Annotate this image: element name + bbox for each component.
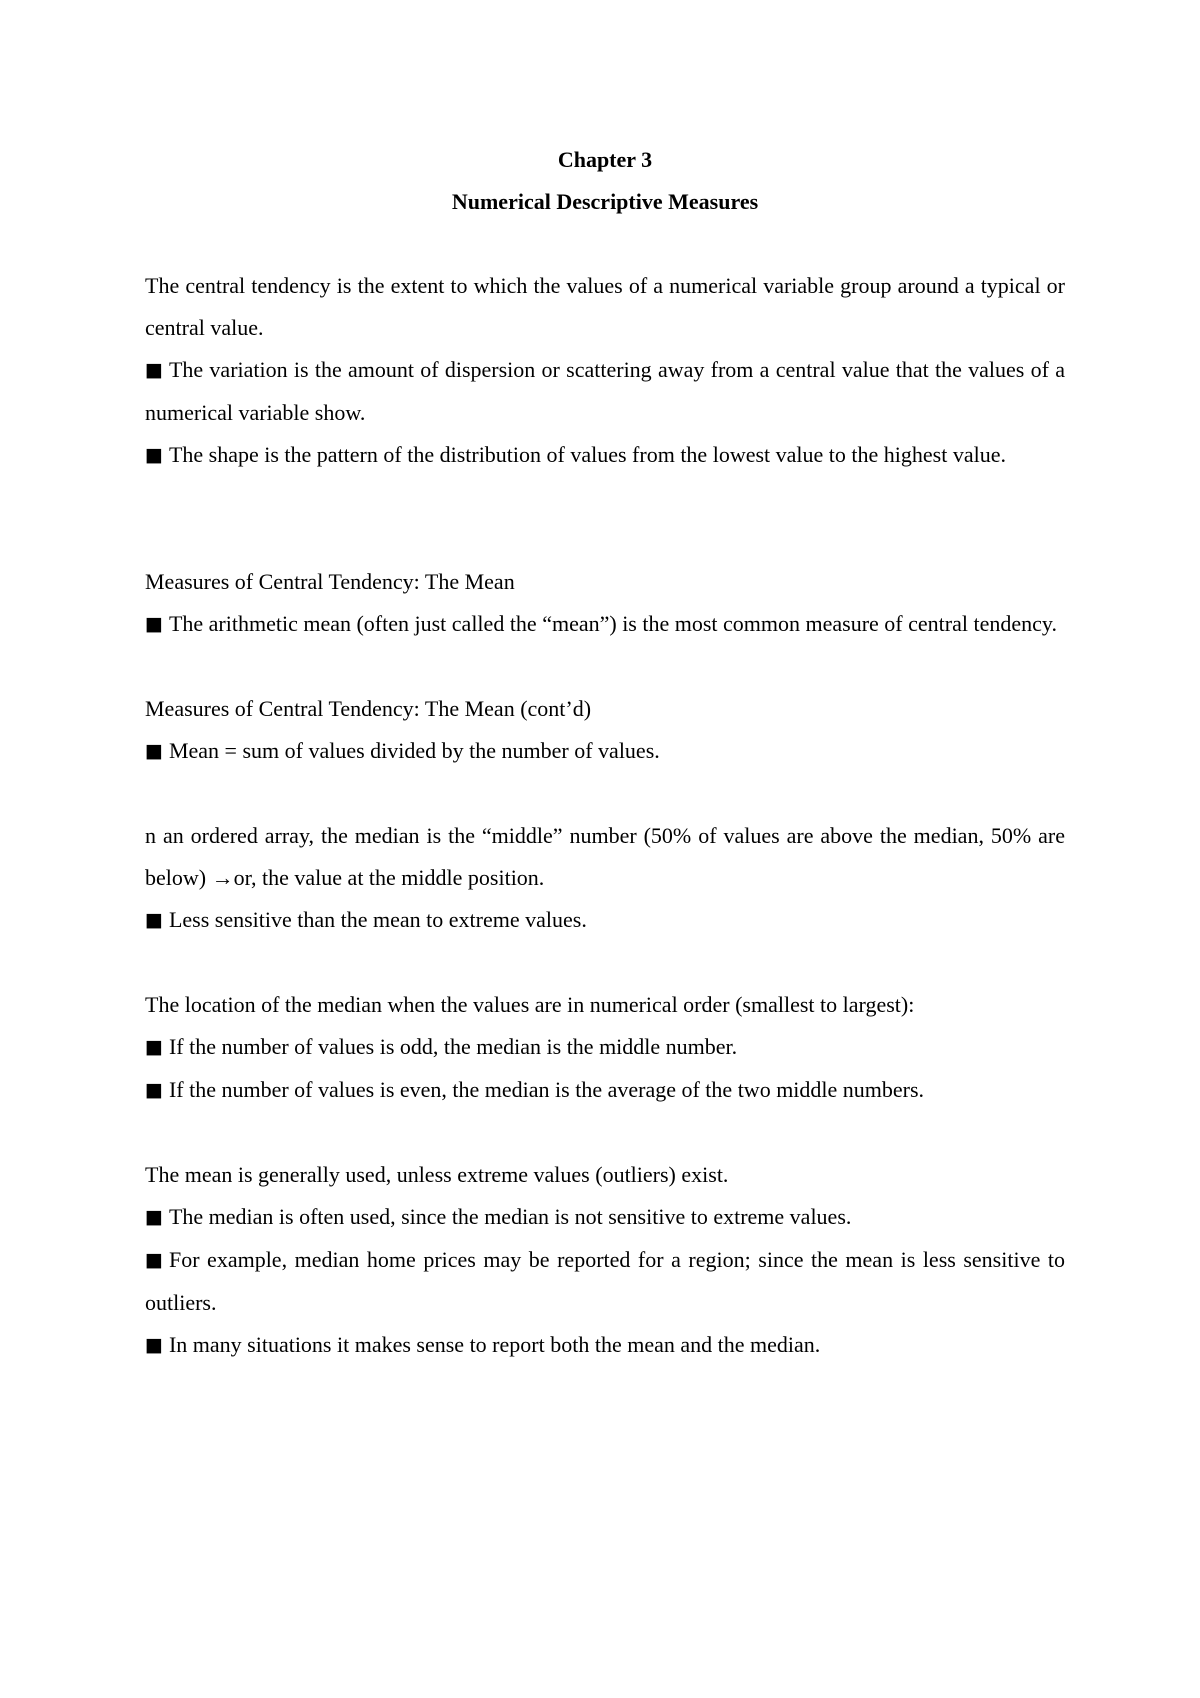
paragraph-central-tendency: The central tendency is the extent to which the values of a numerical variable group around a typical or central value. <box>145 273 1065 340</box>
square-bullet-icon: ■ <box>145 1249 163 1271</box>
bullet-item <box>145 603 1065 646</box>
bullet-text: The median is often used, since the median is not sensitive to extreme values. <box>168 1204 852 1229</box>
section-mean-vs-median <box>145 1154 1065 1367</box>
section-intro <box>145 265 1065 477</box>
section-heading: Measures of Central Tendency: The Mean (cont’d) <box>145 696 592 721</box>
square-bullet-icon: ■ <box>145 613 163 635</box>
chapter-subtitle: Numerical Descriptive Measures <box>451 189 759 214</box>
bullet-item <box>145 434 1065 477</box>
square-bullet-icon: ■ <box>145 909 163 931</box>
bullet-item <box>145 730 1065 773</box>
bullet-text: If the number of values is odd, the median is the middle number. <box>168 1034 738 1059</box>
section-median <box>145 815 1065 942</box>
square-bullet-icon: ■ <box>145 1206 163 1228</box>
bullet-item <box>145 899 1065 942</box>
section-mean-contd <box>145 688 1065 773</box>
square-bullet-icon: ■ <box>145 1036 163 1058</box>
bullet-item <box>145 1196 1065 1239</box>
bullet-text: For example, median home prices may be reported for a region; since the mean is less sensitive to outliers. <box>145 1247 1065 1315</box>
bullet-item <box>145 1026 1065 1069</box>
square-bullet-icon: ■ <box>145 444 163 466</box>
section-mean <box>145 561 1065 646</box>
section-median-location <box>145 984 1065 1112</box>
paragraph-median-location: The location of the median when the values are in numerical order (smallest to largest): <box>145 992 915 1017</box>
paragraph-mean-usage: The mean is generally used, unless extreme values (outliers) exist. <box>145 1162 729 1187</box>
spacer <box>145 646 1065 688</box>
bullet-text: Mean = sum of values divided by the number of values. <box>168 738 660 763</box>
bullet-text: Less sensitive than the mean to extreme values. <box>168 907 587 932</box>
square-bullet-icon: ■ <box>145 740 163 762</box>
bullet-text: The shape is the pattern of the distribution of values from the lowest value to the highest value. <box>168 442 1006 467</box>
square-bullet-icon: ■ <box>145 359 163 381</box>
square-bullet-icon: ■ <box>145 1334 163 1356</box>
bullet-text: The arithmetic mean (often just called the “mean”) is the most common measure of central tendency. <box>168 611 1057 636</box>
paragraph-median: n an ordered array, the median is the “middle” number (50% of values are above the median, 50% are below) →or, the value at the middle position. <box>145 823 1065 890</box>
bullet-item <box>145 1324 1065 1367</box>
chapter-title: Chapter 3 <box>557 147 653 172</box>
square-bullet-icon: ■ <box>145 1079 163 1101</box>
bullet-item <box>145 349 1065 434</box>
spacer <box>145 1112 1065 1154</box>
spacer <box>145 773 1065 815</box>
spacer <box>145 477 1065 561</box>
spacer <box>145 942 1065 984</box>
section-heading: Measures of Central Tendency: The Mean <box>145 569 515 594</box>
bullet-item <box>145 1069 1065 1112</box>
bullet-text: The variation is the amount of dispersion or scattering away from a central value that the values of a numerical variable show. <box>145 357 1065 425</box>
bullet-text: In many situations it makes sense to report both the mean and the median. <box>168 1332 821 1357</box>
bullet-item <box>145 1239 1065 1324</box>
spacer <box>145 223 1065 265</box>
bullet-text: If the number of values is even, the median is the average of the two middle numbers. <box>168 1077 925 1102</box>
document-content <box>145 139 1065 1367</box>
